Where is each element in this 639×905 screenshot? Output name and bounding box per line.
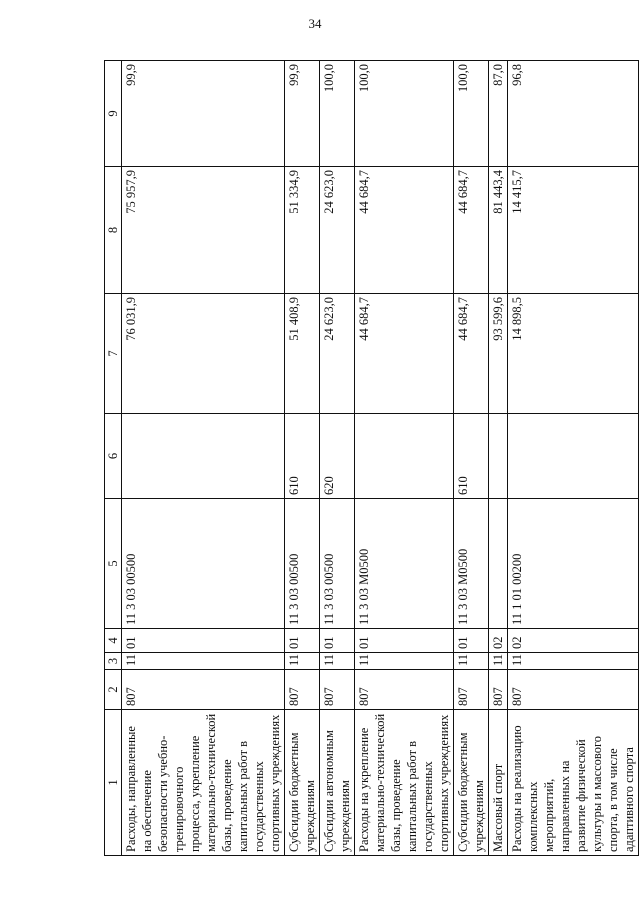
cell-c2: 807 xyxy=(122,670,285,710)
cell-c8: 81 443,4 xyxy=(489,167,508,294)
cell-c7: 44 684,7 xyxy=(355,294,454,414)
cell-c3: 11 xyxy=(285,653,320,670)
cell-c9: 96,8 xyxy=(508,61,639,167)
column-header: 7 xyxy=(105,294,122,414)
row-name: Массовый спорт xyxy=(489,710,508,856)
cell-c7: 14 898,5 xyxy=(508,294,639,414)
table-row xyxy=(285,61,320,856)
column-header: 4 xyxy=(105,629,122,653)
cell-c9: 87,0 xyxy=(489,61,508,167)
cell-c6 xyxy=(508,414,639,499)
cell-c6: 620 xyxy=(320,414,355,499)
cell-c2: 807 xyxy=(489,670,508,710)
cell-c8: 51 334,9 xyxy=(285,167,320,294)
cell-c5: 11 3 03 M0500 xyxy=(355,499,454,629)
row-name: Субсидии автономным учреждениям xyxy=(320,710,355,856)
table-header-row xyxy=(105,61,122,856)
cell-c9: 99,9 xyxy=(285,61,320,167)
cell-c7: 44 684,7 xyxy=(454,294,489,414)
column-header: 5 xyxy=(105,499,122,629)
cell-c4: 01 xyxy=(285,629,320,653)
cell-c3: 11 xyxy=(489,653,508,670)
cell-c5: 11 3 03 00500 xyxy=(320,499,355,629)
cell-c6 xyxy=(489,414,508,499)
cell-c2: 807 xyxy=(320,670,355,710)
cell-c2: 807 xyxy=(285,670,320,710)
cell-c4: 02 xyxy=(508,629,639,653)
cell-c3: 11 xyxy=(320,653,355,670)
cell-c9: 100,0 xyxy=(320,61,355,167)
column-header: 2 xyxy=(105,670,122,710)
cell-c8: 24 623,0 xyxy=(320,167,355,294)
cell-c8: 75 957,9 xyxy=(122,167,285,294)
row-name: Субсидии бюджетным учреждениям xyxy=(285,710,320,856)
budget-table xyxy=(104,60,639,856)
cell-c4: 01 xyxy=(122,629,285,653)
cell-c2: 807 xyxy=(355,670,454,710)
column-header: 1 xyxy=(105,710,122,856)
cell-c6: 610 xyxy=(285,414,320,499)
cell-c7: 51 408,9 xyxy=(285,294,320,414)
cell-c2: 807 xyxy=(508,670,639,710)
cell-c4: 02 xyxy=(489,629,508,653)
cell-c5: 11 3 03 00500 xyxy=(122,499,285,629)
column-header: 8 xyxy=(105,167,122,294)
cell-c3: 11 xyxy=(454,653,489,670)
cell-c5: 11 3 03 M0500 xyxy=(454,499,489,629)
row-name: Субсидии бюджетным учреждениям xyxy=(454,710,489,856)
column-header: 9 xyxy=(105,61,122,167)
cell-c8: 14 415,7 xyxy=(508,167,639,294)
cell-c5: 11 3 03 00500 xyxy=(285,499,320,629)
cell-c6: 610 xyxy=(454,414,489,499)
table-row xyxy=(508,61,639,856)
table-row xyxy=(355,61,454,856)
row-name: Расходы на реализацию комплексных мероприятий, направленных на развитие физической культуры и массового спорта, в том числе адаптивного спорта xyxy=(508,710,639,856)
cell-c7: 24 623,0 xyxy=(320,294,355,414)
cell-c9: 99,9 xyxy=(122,61,285,167)
table-row xyxy=(122,61,285,856)
column-header: 6 xyxy=(105,414,122,499)
cell-c9: 100,0 xyxy=(454,61,489,167)
cell-c3: 11 xyxy=(508,653,639,670)
cell-c8: 44 684,7 xyxy=(355,167,454,294)
table-row xyxy=(489,61,508,856)
cell-c3: 11 xyxy=(122,653,285,670)
page-number: 34 xyxy=(308,16,322,31)
table-row xyxy=(454,61,489,856)
column-header: 3 xyxy=(105,653,122,670)
row-name: Расходы на укрепление материально-технической базы, проведение капитальных работ в государственных спортивных учреждениях xyxy=(355,710,454,856)
row-name: Расходы, направленные на обеспечение безопасности учебно-тренировочного процесса, укрепление материально-технической базы, проведение капитальных работ в государственных спортивных учреждениях xyxy=(122,710,285,856)
table-row xyxy=(320,61,355,856)
cell-c4: 01 xyxy=(320,629,355,653)
cell-c2: 807 xyxy=(454,670,489,710)
cell-c7: 76 031,9 xyxy=(122,294,285,414)
cell-c9: 100,0 xyxy=(355,61,454,167)
cell-c4: 01 xyxy=(355,629,454,653)
cell-c6 xyxy=(122,414,285,499)
cell-c4: 01 xyxy=(454,629,489,653)
cell-c3: 11 xyxy=(355,653,454,670)
cell-c5 xyxy=(489,499,508,629)
rotated-table-container xyxy=(104,61,636,856)
cell-c8: 44 684,7 xyxy=(454,167,489,294)
cell-c7: 93 599,6 xyxy=(489,294,508,414)
cell-c5: 11 1 01 00200 xyxy=(508,499,639,629)
cell-c6 xyxy=(355,414,454,499)
